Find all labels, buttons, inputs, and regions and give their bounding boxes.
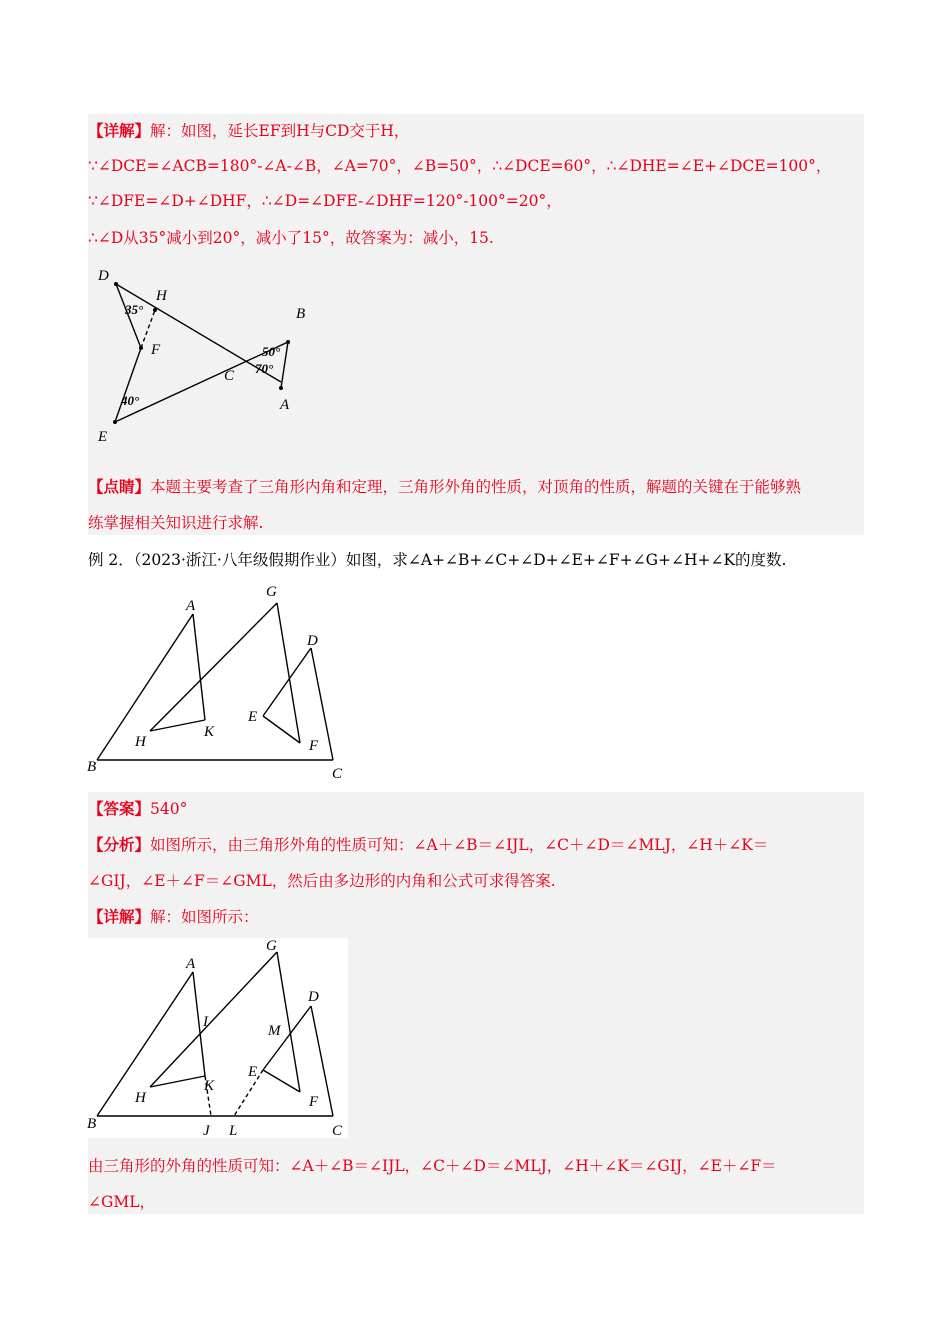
label-50: 50° [262, 344, 281, 359]
answer-value: 540° [150, 800, 188, 818]
fig3-label-G: G [266, 938, 277, 954]
detail-line-3: ∵∠DFE=∠D+∠DHF，∴∠D=∠DFE-∠DHF=120°-100°=20°， [88, 192, 562, 210]
comment-label: 【点睛】 [88, 477, 151, 496]
label-F: F [151, 342, 161, 358]
answer-label: 【答案】 [88, 799, 151, 818]
fig2-label-F: F [309, 738, 319, 754]
detail-line-1 [88, 121, 409, 141]
fig3-label-K: K [204, 1078, 215, 1094]
detail-text: 解：如图，延长EF到H与CD交于H， [150, 122, 410, 140]
detail-line-2: ∵∠DCE=∠ACB=180°-∠A-∠B，∠A=70°，∠B=50°，∴∠DCE=60°，∴∠DHE=∠E+∠DCE=100°， [88, 157, 832, 175]
detail2-line [88, 907, 259, 927]
detail2-label: 【详解】 [88, 907, 151, 926]
fig3-label-L: L [229, 1123, 238, 1139]
fig2-label-H: H [135, 734, 146, 750]
label-35: 35° [125, 302, 144, 317]
comment-line-1 [88, 477, 801, 497]
example2-question: 例 2．（2023·浙江·八年级假期作业）如图，求∠A+∠B+∠C+∠D+∠E+∠F+∠G+∠H+∠K的度数. [88, 551, 787, 569]
figure-bowtie [88, 262, 328, 452]
comment-line-2: 练掌握相关知识进行求解. [88, 514, 264, 532]
conclusion-line-2: ∠GML， [88, 1193, 156, 1211]
comment-text-1: 本题主要考查了三角形内角和定理，三角形外角的性质，对顶角的性质，解题的关键在于能够熟 [150, 478, 802, 496]
fig3-label-C: C [332, 1123, 343, 1139]
label-70: 70° [255, 361, 274, 376]
fig2-label-G: G [266, 584, 277, 600]
fig3-label-J: J [203, 1123, 210, 1139]
fig2-label-K: K [204, 724, 215, 740]
label-E: E [98, 429, 108, 445]
label-D: D [98, 268, 109, 284]
fig2-label-E: E [248, 709, 258, 725]
fig3-label-I: I [203, 1014, 208, 1030]
label-40: 40° [121, 393, 140, 408]
analysis-line-2: ∠GIJ，∠E＋∠F＝∠GML，然后由多边形的内角和公式可求得答案. [88, 872, 556, 890]
fig3-label-F: F [309, 1094, 319, 1110]
label-A: A [280, 397, 290, 413]
conclusion-line-1: 由三角形的外角的性质可知：∠A＋∠B＝∠IJL，∠C＋∠D＝∠MLJ，∠H＋∠K＝∠GIJ，∠E＋∠F＝ [88, 1157, 777, 1175]
fig2-label-A: A [186, 598, 196, 614]
fig3-label-B: B [87, 1116, 97, 1132]
detail-line-4: ∴∠D从35°减小到20°，减小了15°，故答案为：减小，15. [88, 229, 494, 247]
detail2-text: 解：如图所示： [150, 908, 259, 926]
fig2-label-B: B [87, 759, 97, 775]
fig3-label-A: A [186, 956, 196, 972]
fig3-label-M: M [268, 1023, 281, 1039]
fig2-label-D: D [307, 633, 318, 649]
fig3-label-D: D [308, 989, 319, 1005]
label-C: C [224, 368, 235, 384]
figure-solution2 [82, 938, 352, 1140]
figure-example2 [82, 580, 352, 785]
fig3-label-E: E [248, 1064, 258, 1080]
fig3-label-H: H [135, 1090, 146, 1106]
fig2-label-C: C [332, 766, 343, 782]
answer-line [88, 799, 187, 819]
analysis-text-1: 如图所示，由三角形外角的性质可知：∠A＋∠B＝∠IJL，∠C＋∠D＝∠MLJ，∠H＋∠K＝ [150, 836, 769, 854]
analysis-line-1 [88, 835, 768, 855]
label-B: B [296, 306, 306, 322]
label-H: H [156, 288, 167, 304]
analysis-label: 【分析】 [88, 835, 151, 854]
detail-label: 【详解】 [88, 121, 151, 140]
